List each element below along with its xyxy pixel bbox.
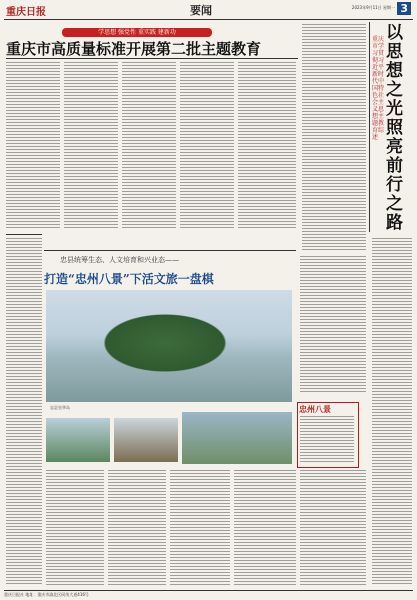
feature-column-4: [234, 470, 296, 586]
feature-photo-caption: 忠县皇华岛: [50, 405, 70, 410]
feature-column-5: [300, 470, 366, 586]
side-rule: [369, 22, 370, 232]
lead-column-5: [238, 62, 296, 230]
feature-photo-island: [95, 310, 235, 376]
feature-title: 打造“忠州八景”下活文旅一盘棋: [44, 272, 214, 286]
feature-column-2: [108, 470, 166, 586]
feature-photo-2: [46, 418, 110, 462]
feature-sidebar-text: [300, 416, 354, 462]
newspaper-logo: 重庆日报: [6, 7, 46, 18]
lead-banner: 学思想 强党性 重实践 建新功: [62, 28, 212, 37]
section-title: 要闻: [190, 4, 212, 17]
feature-column-1: [46, 470, 104, 586]
left-rule: [6, 234, 42, 235]
feature-kicker: 忠县统筹生态、人文培育和兴业态——: [60, 256, 179, 264]
side-title: 以思想之光照亮前行之路: [386, 23, 403, 233]
lead-rule: [6, 58, 298, 59]
feature-sidebar-title: 忠州八景: [299, 405, 331, 414]
left-column-text: [6, 238, 42, 586]
date-line: 2023年9月11日 星期一: [351, 5, 395, 10]
feature-photo-3: [114, 418, 178, 462]
lead-column-1: [6, 62, 60, 230]
lead-headline: 重庆市高质量标准开展第二批主题教育: [6, 40, 262, 58]
lead-column-4: [180, 62, 234, 230]
feature-photo-4: [182, 412, 292, 464]
right-story-text: [300, 256, 366, 394]
feature-rule: [44, 250, 296, 251]
middle-column-text: [302, 24, 366, 252]
page-number: 3: [397, 2, 411, 15]
feature-column-3: [170, 470, 230, 586]
page-footer: 重庆日报社 地址：重庆市渝北区同茂大道416号: [4, 590, 413, 599]
lead-column-2: [64, 62, 118, 230]
right-column-text: [372, 238, 412, 586]
lead-column-3: [122, 62, 176, 230]
side-subtitle: 重庆市学习贯彻习近平新时代中国特色社会主义思想主题教育综述: [372, 36, 385, 141]
